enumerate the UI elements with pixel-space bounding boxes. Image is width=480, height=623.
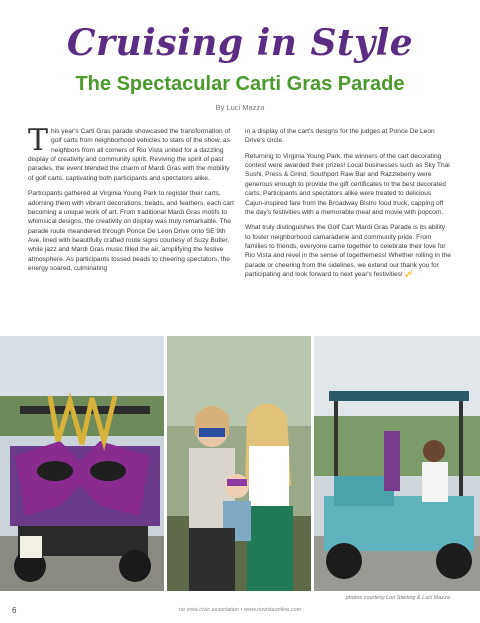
paragraph-text: his year's Carti Gras parade showcased the transformation of golf carts from neighborhood vehicles to stars of the show, as neighbors from all corners of Rio Vista united for a dazzling display of creativity and community spirit. Reviving the spirit of past parades, the event blended the charm of Mardi Gras with the mobility of golf carts, captivating both participants and spectators alike. (28, 128, 231, 182)
photo-mask-cart (0, 336, 164, 591)
article-subtitle: The Spectacular Carti Gras Parade (75, 73, 405, 95)
family-image (167, 336, 311, 591)
byline: By Luci Mazza (215, 103, 265, 112)
paragraph (28, 123, 234, 183)
mask-cart-image (0, 336, 164, 591)
paragraph: What truly distinguishes the Golf Cart Mardi Gras Parade is its ability to foster neighborhood camaraderie and community pride. From families to friends, everyone came together to celebrate their love for Rio Vista and revel in the sense of togetherness! Whether rolling in the parade or cheering from the sidelines, we extend our thank you for participating and look forward to next year's festivities! 🎺 (245, 224, 451, 279)
paragraph: Participants gathered at Virginia Young Park to register their carts, adorning them with vibrant decorations, beads, and feathers, each cart becoming a unique work of art. From traditional Mardi Gras motifs to whimsical designs, the creativity on display was truly remarkable. The parade route meandered through Ponce De Leon Drive onto SE 9th Ave, lined with beautifully crafted route signs courtesy of Suzy Butler, while jazz and Mardi Gras music filled the air, amplifying the festive atmosphere. As participants tossed beads to cheering spectators, the energy soared, culminating (28, 190, 234, 273)
paragraph: Returning to Virginia Young Park, the winners of the cart decorating contest were awarded their prizes! Local businesses such as Sky Thai Sushi, Press & Grind, Southport Raw Bar and Razzleberry were generous enough to provide the gift certificates to the best decorated carts. Participants and spectators alike were treated to delicious Cajun-inspired fare from the Broadway Bistro food truck, capping off the day's festivities with a memorable meal and movie with popcorn. (245, 152, 450, 216)
article-column-right (245, 127, 451, 285)
article-column-left (28, 123, 234, 279)
paragraph: in a display of the cart's designs for the judges at Ponce De Leon Drive's circle. (245, 128, 435, 145)
drop-cap: T (28, 123, 49, 158)
photo-credit: photos courtesy Lori Sterling & Luci Mazza (345, 595, 450, 601)
article-title: Cruising in Style (66, 22, 414, 64)
page-number: 6 (12, 606, 17, 615)
photo-teal-cart (314, 336, 480, 591)
photo-family (167, 336, 311, 591)
teal-cart-image (314, 336, 480, 591)
footer-text: rio vista civic association • www.riovistaonline.com (178, 607, 302, 613)
